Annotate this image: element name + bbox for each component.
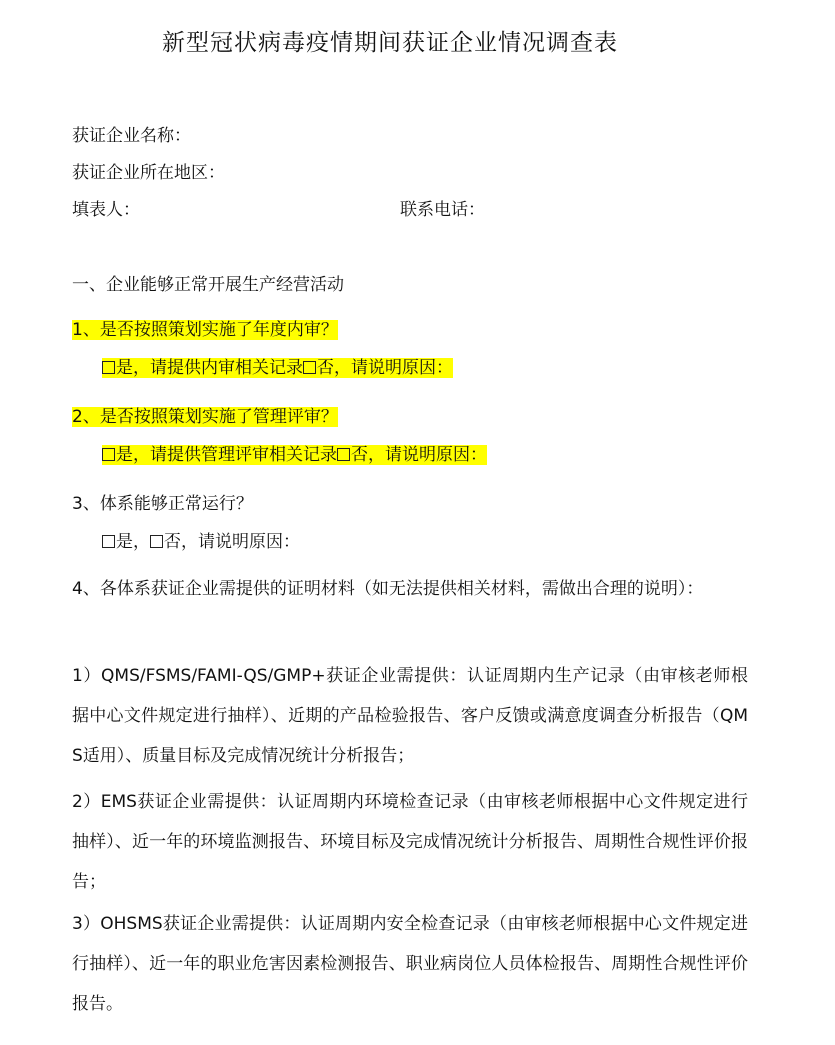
q1-no-label: 否，请说明原因： [317, 358, 453, 378]
question-4 [72, 569, 748, 609]
item-2-code: EMS [100, 792, 137, 812]
q3-yes-checkbox[interactable] [102, 535, 115, 548]
q2-yes-label: 是，请提供管理评审相关记录 [116, 445, 337, 465]
item-1-code2: QMS [72, 706, 748, 766]
question-3-number: 3 [72, 494, 83, 514]
item-3-text: 获证企业需提供：认证周期内安全检查记录（由审核老师根据中心文件规定进行抽样）、近一年的职业危害因素检测报告、职业病岗位人员体检报告、周期性合规性评价报告。 [72, 914, 748, 1014]
question-3-options [102, 530, 300, 554]
item-3-number: 3） [72, 914, 101, 934]
item-2-number: 2） [72, 792, 101, 812]
question-2 [72, 405, 338, 429]
phone-field: 联系电话： [400, 200, 485, 220]
company-name-field: 获证企业名称： [72, 126, 191, 146]
q1-yes-checkbox[interactable] [102, 361, 115, 374]
item-3 [72, 904, 748, 1024]
filler-field: 填表人： [72, 200, 140, 220]
item-1 [72, 656, 748, 776]
q3-no-checkbox[interactable] [150, 535, 163, 548]
q1-yes-label: 是，请提供内审相关记录 [116, 358, 303, 378]
q3-yes-label: 是， [116, 532, 150, 552]
company-region-field: 获证企业所在地区： [72, 163, 225, 183]
q2-yes-checkbox[interactable] [102, 448, 115, 461]
question-4-number: 4 [72, 579, 83, 599]
item-1-text2: 适用）、质量目标及完成情况统计分析报告； [82, 746, 415, 766]
question-3-text: 、体系能够正常运行？ [82, 494, 253, 514]
question-1-text: 、是否按照策划实施了年度内审？ [82, 320, 338, 340]
item-2 [72, 782, 748, 902]
question-2-options [102, 443, 487, 467]
question-1-number: 1 [72, 320, 83, 340]
q3-no-label: 否，请说明原因： [164, 532, 300, 552]
question-2-text: 、是否按照策划实施了管理评审？ [82, 407, 338, 427]
question-2-number: 2 [72, 407, 83, 427]
section1-heading: 一、企业能够正常开展生产经营活动 [72, 275, 344, 295]
item-3-code: OHSMS [100, 914, 163, 934]
q1-no-checkbox[interactable] [303, 361, 316, 374]
document-title: 新型冠状病毒疫情期间获证企业情况调查表 [162, 30, 618, 56]
item-2-text: 获证企业需提供：认证周期内环境检查记录（由审核老师根据中心文件规定进行抽样）、近一年的环境监测报告、环境目标及完成情况统计分析报告、周期性合规性评价报告； [72, 792, 748, 892]
q2-no-checkbox[interactable] [337, 448, 350, 461]
question-4-text: 、各体系获证企业需提供的证明材料（如无法提供相关材料，需做出合理的说明）： [82, 579, 704, 599]
question-1 [72, 318, 338, 342]
question-3 [72, 492, 253, 516]
item-1-code: QMS/FSMS/FAMI-QS/GMP+ [101, 666, 326, 686]
q2-no-label: 否，请说明原因： [351, 445, 487, 465]
question-1-options [102, 356, 453, 380]
item-1-number: 1） [72, 666, 102, 686]
item-1-text: 获证企业需提供：认证周期内生产记录（由审核老师根据中心文件规定进行抽样）、近期的产品检验报告、客户反馈或满意度调查分析报告（ [72, 666, 749, 726]
